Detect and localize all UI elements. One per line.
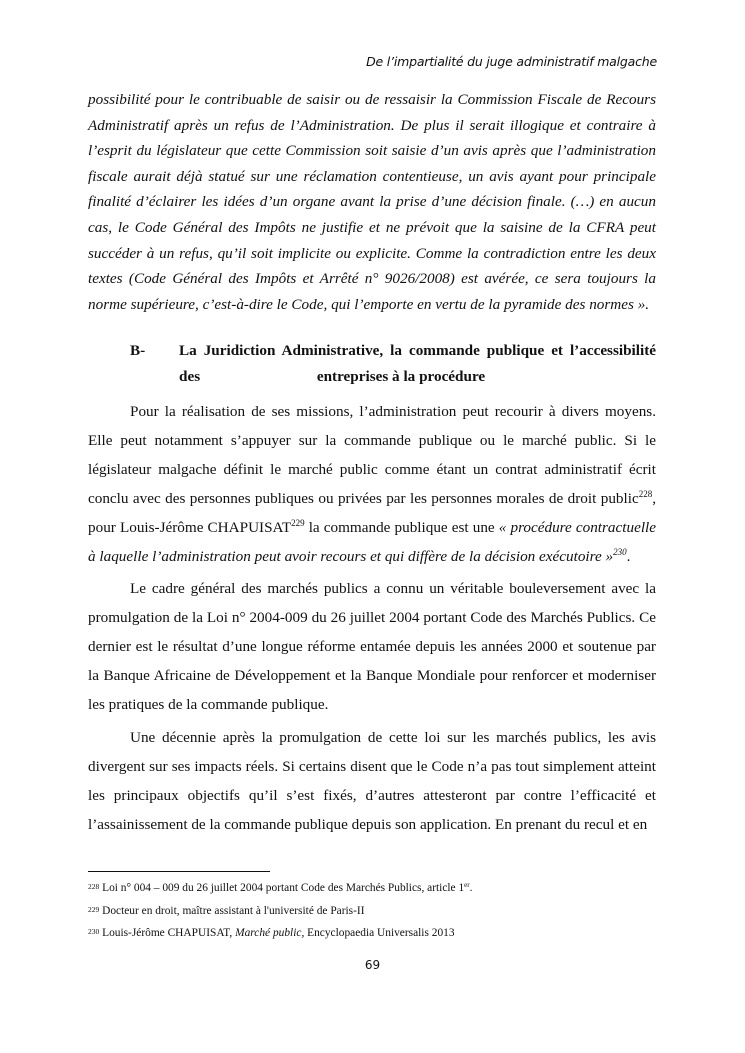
- footnote-rest: , Encyclopaedia Universalis 2013: [301, 927, 455, 939]
- footnote-ref-228[interactable]: 228: [638, 489, 653, 499]
- section-letter: B-: [130, 342, 146, 359]
- paragraph-1-text-3: la commande publique est une: [304, 519, 499, 536]
- paragraph-1-text: Pour la réalisation de ses missions, l’administration peut recourir à divers moyens. Elle peut notamment s’appuyer sur la commande publique ou le marché public. Si le législateur malgache définit le marché public comme étant un contrat administratif écrit conclu avec des personnes publiques ou privées par les personnes morales de droit public: [88, 403, 656, 507]
- footnote-separator: [88, 871, 270, 872]
- footnote-number: 228: [88, 882, 100, 891]
- section-title-line-1: La Juridiction Administrative, la commande publique et l’accessibilité des: [179, 342, 656, 385]
- paragraph-1: [88, 397, 656, 571]
- paragraph-3-text: Une décennie après la promulgation de cette loi sur les marchés publics, les avis divergent sur ses impacts réels. Si certains disent que le Code n’a pas tout simplement atteint les principaux objectifs qu’il s’est fixés, d’autres attesteront par contre l’efficacité et l’assainissement de la commande publique depuis son application. En prenant du recul et en: [88, 729, 656, 833]
- footnote-ref-230[interactable]: 230: [613, 547, 627, 557]
- paragraph-3: [88, 723, 656, 839]
- footnote-end: .: [469, 882, 473, 894]
- footnote-work-title: Marché public: [235, 927, 302, 939]
- page-number: 69: [364, 958, 381, 972]
- quotation-continuation: [88, 87, 656, 317]
- footnote-text: Docteur en droit, maître assistant à l'université de Paris-II: [102, 904, 365, 917]
- paragraph-2: [88, 574, 656, 719]
- footnote-author: Louis-Jérôme CHAPUISAT,: [102, 927, 236, 939]
- footnote-number: 230: [88, 927, 100, 936]
- footnotes: [88, 877, 656, 945]
- paragraph-2-text: Le cadre général des marchés publics a connu un véritable bouleversement avec la promulgation de la Loi n° 2004-009 du 26 juillet 2004 portant Code des Marchés Publics. Ce dernier est le résultat d’une longue réforme entamée depuis les années 2000 et soutenue par la Banque Africaine de Développement et la Banque Mondiale pour renforcer et moderniser les pratiques de la commande publique.: [88, 580, 656, 713]
- section-title-line-2: entreprises à la procédure: [316, 367, 486, 385]
- paragraph-1-text-2: , pour Louis-Jérôme CHAPUISAT: [88, 490, 656, 536]
- running-header: De l’impartialité du juge administratif malgache: [366, 54, 657, 69]
- footnote-230: [88, 922, 656, 945]
- paragraph-1-end: .: [626, 548, 631, 565]
- footnote-number: 229: [88, 904, 100, 914]
- footnote-ref-229[interactable]: 229: [291, 518, 305, 528]
- footnote-228: [88, 877, 656, 900]
- footnote-229: [88, 900, 656, 923]
- footnote-superscript: er: [464, 881, 470, 889]
- quotation-text: possibilité pour le contribuable de saisir ou de ressaisir la Commission Fiscale de Recours Administratif après un refus de l’Administration. De plus il serait illogique et contraire à l’esprit du législateur que cette Commission soit saisie d’un avis après que l’administration fiscale aurait déjà statué sur une réclamation contentieuse, un avis ayant pour principale finalité d’éclairer les idées d’un organe avant la prise d’une décision finale. (…) en aucun cas, le Code Général des Impôts ne justifie et ne prévoit que la saisine de la CFRA peut succéder à un refus, qu’il soit implicite ou explicite. Comme la contradiction entre les deux textes (Code Général des Impôts et Arrêté n° 9026/2008) est avérée, ce sera toujours la norme supérieure, c’est-à-dire le Code, qui l’emporte en vertu de la pyramide des normes ».: [88, 91, 656, 313]
- paragraph-1-quote: « procédure contractuelle à laquelle l’administration peut avoir recours et qui diffère de la décision exécutoire »: [88, 519, 656, 565]
- footnote-text: Loi n° 004 – 009 du 26 juillet 2004 portant Code des Marchés Publics, article 1: [102, 882, 465, 894]
